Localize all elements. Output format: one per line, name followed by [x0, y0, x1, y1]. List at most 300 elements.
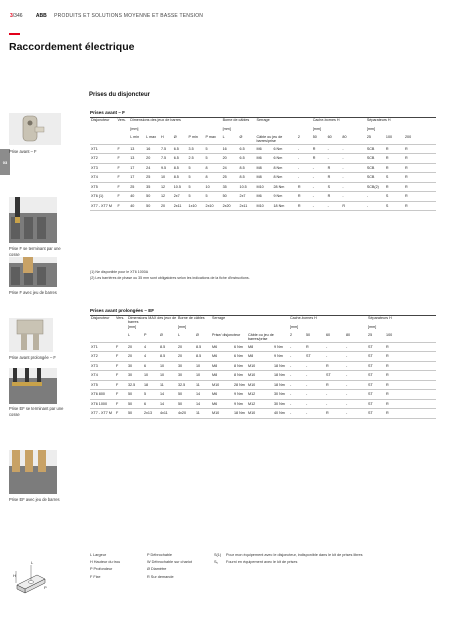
table-cell: R	[386, 382, 389, 387]
table-row	[90, 342, 436, 352]
table-cell: M8	[212, 373, 218, 378]
table-cell: ST	[368, 411, 373, 416]
table-cell: 40 Nm	[274, 411, 285, 416]
legend-diametre: Ø Diamètre	[147, 567, 167, 572]
legend-debrochable-chariot: W Débrochable sur chariot	[147, 560, 192, 565]
table-cell: 8.5	[173, 165, 179, 170]
table-cell: 2x20	[222, 203, 231, 208]
table-cell: 20	[128, 344, 133, 349]
table-cell: F	[117, 203, 120, 208]
table-cell: -	[290, 373, 292, 378]
photo-prise-f-cosse	[9, 197, 57, 243]
t1-h-cable-busbar: Câble ou jeu de barres/prise	[256, 135, 283, 144]
t2-h-50: 50	[306, 333, 311, 338]
page-separator: /	[12, 13, 15, 19]
table-cell: M10	[248, 411, 256, 416]
table-cell: ST	[368, 363, 373, 368]
table-cell: XT1	[91, 146, 98, 151]
table-row	[90, 163, 436, 173]
table-row	[90, 201, 436, 211]
photo-prise-f-barres	[9, 257, 57, 287]
table-row	[90, 371, 436, 381]
caption-prise-avant-prolongee: Prise avant prolongée – F	[9, 355, 56, 360]
table-cell: 5	[144, 392, 147, 397]
table-cell: R	[385, 165, 389, 170]
t1-h-terminal-covers: Cache-bornes H	[312, 118, 340, 122]
t1-h-dia2: Ø	[239, 135, 243, 139]
t2-h-terminal-covers: Cache-bornes H	[290, 316, 317, 320]
table1	[90, 118, 436, 211]
table-cell: -	[312, 165, 314, 170]
table1-header-1	[90, 118, 436, 127]
page-number: 3	[10, 13, 13, 19]
table-row	[90, 173, 436, 183]
table-cell: 9.5	[160, 165, 167, 170]
table-cell: 1x10	[188, 203, 197, 208]
t1-h-unit: [mm]	[130, 126, 139, 131]
table-cell: -	[306, 363, 308, 368]
table2-header-1	[90, 316, 436, 325]
legend-symbol-s1: S(1)	[214, 553, 222, 557]
t1-h-lmin: L min	[130, 135, 140, 139]
t1-h-100: 100	[385, 135, 393, 139]
table-cell: 50	[178, 401, 183, 406]
table-cell: XT4	[91, 175, 98, 180]
table-cell: 2x11	[173, 203, 182, 208]
table-cell: S	[385, 175, 389, 180]
t2-h-l2: L	[178, 333, 181, 338]
table-cell: -	[290, 382, 292, 387]
table-cell: 8.5	[239, 165, 245, 170]
table-cell: -	[312, 194, 314, 199]
table-cell: 4x11	[160, 411, 168, 416]
table-cell: -	[326, 401, 328, 406]
t2-h-unit: [mm]	[128, 324, 137, 329]
table-cell: F	[117, 184, 120, 189]
table-cell: R	[326, 411, 329, 416]
table-row	[90, 409, 436, 419]
table-cell: 8	[205, 175, 208, 180]
table-cell: 5	[188, 165, 191, 170]
table-cell: -	[297, 146, 300, 151]
table-cell: M6	[212, 401, 218, 406]
table-cell: R	[405, 194, 408, 199]
t1-h-2: 2	[297, 135, 300, 139]
legend-text-sy: Fourni en équipement avec le kit de prises	[226, 560, 298, 565]
t2-h-busbar-dims: Dimensions MAX des jeux de barres	[128, 316, 177, 325]
table-cell: 6.5	[239, 146, 245, 151]
table-cell: M10	[212, 411, 220, 416]
table-cell: 50	[146, 203, 151, 208]
table-cell: F	[116, 382, 119, 387]
table-cell: -	[290, 363, 292, 368]
note-1: (1) Ne disponible pour le XT6 1000A	[90, 270, 149, 274]
t1-h-60: 60	[327, 135, 332, 139]
table-cell: R	[386, 373, 389, 378]
table-cell: ST	[326, 373, 331, 378]
table-row	[90, 380, 436, 390]
table-cell: ST	[306, 354, 311, 359]
t2-h-prise-disj: Prise/ disjoncteur	[212, 333, 241, 338]
table-cell: F	[116, 373, 119, 378]
table-cell: -	[327, 156, 329, 161]
table-cell: 17	[130, 175, 135, 180]
table-cell: -	[342, 165, 344, 170]
t1-h-h: H	[160, 135, 164, 139]
page-header	[10, 13, 203, 19]
breaker-cable-image	[9, 197, 57, 243]
table-cell: R	[405, 184, 408, 189]
table-row	[90, 144, 436, 154]
table-cell: 16	[222, 146, 227, 151]
table-cell: 35	[222, 184, 227, 189]
t1-h-lmax: L max	[146, 135, 157, 139]
table-cell: 10	[205, 184, 210, 189]
table-cell: 10	[160, 175, 166, 180]
page-total: 346	[14, 13, 23, 19]
t1-h-tightening: Serrage	[256, 118, 270, 122]
table-cell: 9 Nm	[274, 344, 283, 349]
t1-h-unit: [mm]	[366, 126, 376, 131]
table-cell: ST	[368, 354, 373, 359]
table-cell: R	[327, 175, 331, 180]
table-cell: 50	[128, 401, 133, 406]
table-cell: 5	[205, 194, 208, 199]
table-cell: 10.5	[239, 184, 247, 189]
breaker-busbar-image	[9, 257, 57, 287]
t2-h-25: 25	[368, 333, 373, 338]
table-cell: M10	[212, 382, 220, 387]
table-cell: 40	[130, 194, 135, 199]
table-cell: M8	[256, 175, 262, 180]
table-cell: F	[116, 354, 119, 359]
table-cell: 50	[178, 392, 183, 397]
table-cell: 14	[196, 401, 201, 406]
table-cell: -	[366, 194, 369, 199]
table-cell: 2x7	[173, 194, 180, 199]
table-cell: XT6 (1)	[91, 194, 104, 199]
table-cell: R	[405, 165, 408, 170]
table-cell: R	[297, 194, 301, 199]
table-cell: M8	[256, 165, 262, 170]
table-cell: F	[117, 146, 120, 151]
table-cell: 20	[178, 354, 183, 359]
table-cell: -	[346, 373, 348, 378]
table-cell: 25	[146, 175, 151, 180]
table2	[90, 316, 436, 419]
table1-title: Prises avant – F	[90, 110, 125, 115]
table-cell: R	[326, 363, 329, 368]
diagram-label-h: H	[13, 573, 16, 578]
table-cell: 11	[196, 411, 200, 416]
table-cell: M6	[256, 194, 262, 199]
table-cell: -	[327, 146, 329, 151]
t1-h-pmin: P min	[188, 135, 198, 139]
table-cell: 18 Nm	[273, 203, 285, 208]
table-cell: 6.5	[239, 156, 245, 161]
table-cell: XT3	[91, 363, 98, 368]
terminal-image	[9, 113, 61, 145]
t1-h-50: 50	[312, 135, 317, 139]
table-cell: M8	[248, 354, 254, 359]
table-cell: 10	[160, 373, 165, 378]
caption-prise-ef-cosse: Prise EF se terminant par une cosse	[9, 406, 64, 417]
table-cell: F	[116, 344, 119, 349]
table-cell: 11	[160, 382, 164, 387]
table-cell: 4	[144, 354, 147, 359]
photo-prise-ef-barres	[9, 450, 57, 494]
t1-h-busbar-dims: Dimensions des jeux de barres	[130, 118, 181, 122]
t1-h-dia: Ø	[173, 135, 177, 139]
table-cell: -	[306, 401, 308, 406]
table-cell: 50	[146, 194, 151, 199]
table-cell: 10	[160, 363, 165, 368]
table-cell: -	[342, 146, 344, 151]
table-cell: M6	[256, 146, 262, 151]
table-cell: 10	[196, 363, 201, 368]
table-row	[90, 154, 436, 164]
table-cell: -	[312, 203, 314, 208]
table-cell: 16	[146, 146, 151, 151]
t2-h-separators: Séparateurs H	[368, 316, 392, 320]
table-cell: 18 Nm	[234, 411, 245, 416]
t1-h-breaker: Disjoncteur	[91, 118, 110, 122]
table-cell: R	[405, 146, 408, 151]
table-cell: 6.5	[173, 156, 179, 161]
table-cell: 8.5	[196, 354, 202, 359]
table-cell: 3.5	[188, 146, 194, 151]
table-cell: 18 Nm	[274, 373, 285, 378]
table-cell: R	[297, 184, 301, 189]
table-cell: R	[405, 156, 408, 161]
t2-h-cable-busbar: Câble ou jeu de barres/prise	[248, 333, 274, 342]
photo-prise-ef-cosse	[9, 368, 57, 404]
table-cell: 28 Nm	[273, 184, 285, 189]
table-cell: -	[306, 411, 308, 416]
t1-h-unit: [mm]	[312, 126, 321, 131]
table-cell: 18 Nm	[274, 363, 285, 368]
table-cell: R	[405, 203, 408, 208]
table-cell: F	[117, 194, 120, 199]
table-cell: 6 Nm	[273, 146, 283, 151]
t2-h-unit: [mm]	[178, 324, 187, 329]
t2-h-2: 2	[290, 333, 293, 338]
table-cell: 8.5	[196, 344, 202, 349]
legend-col-2	[147, 552, 192, 581]
table-cell: 8.5	[239, 175, 245, 180]
table-cell: 30	[128, 373, 133, 378]
legend-debrochable: P Débrochable	[147, 553, 173, 557]
t2-h-dia: Ø	[160, 333, 163, 338]
table-cell: M12	[248, 392, 256, 397]
table-row	[90, 352, 436, 362]
table-cell: -	[342, 194, 344, 199]
table-cell: -	[326, 392, 328, 397]
table-cell: 18	[144, 382, 149, 387]
table-cell: R	[385, 184, 389, 189]
table-cell: F	[116, 411, 119, 416]
table-cell: 7.5	[160, 156, 167, 161]
caption-prise-f-barres: Prise F avec jeu de barres	[9, 290, 57, 295]
table-cell: S	[385, 203, 389, 208]
t2-h-p: P	[144, 333, 147, 338]
t2-h-version: Vers.	[116, 316, 125, 320]
table-cell: -	[342, 156, 344, 161]
table-cell: 30	[178, 373, 183, 378]
table-cell: SCB	[366, 146, 375, 151]
t1-h-cable-terminal: Borne de câbles	[222, 118, 250, 122]
table-cell: XT6 800	[91, 392, 105, 397]
table-cell: 50	[128, 411, 133, 416]
caption-prise-ef-barres: Prise EF avec jeu de barres	[9, 497, 60, 502]
table-cell: XT6 1000	[91, 401, 107, 406]
table-cell: -	[342, 175, 344, 180]
table-cell: XT7 - XT7 M	[91, 203, 112, 208]
table-cell: 9 Nm	[234, 401, 243, 406]
table-cell: ST	[368, 382, 373, 387]
table-cell: -	[346, 363, 348, 368]
table-cell: M6	[256, 156, 262, 161]
table-cell: 50	[222, 194, 227, 199]
table-cell: R	[386, 344, 389, 349]
table-cell: -	[312, 175, 314, 180]
table-cell: 25	[222, 175, 227, 180]
table-cell: 4	[144, 344, 147, 349]
table-cell: 32.5	[178, 382, 186, 387]
breaker-ef-cable-image	[9, 368, 57, 404]
table-cell: -	[290, 344, 292, 349]
table-cell: XT5	[91, 382, 98, 387]
t2-h-l: L	[128, 333, 131, 338]
table-cell: R	[312, 156, 316, 161]
table-cell: 2x11	[239, 203, 248, 208]
table-cell: ST	[368, 373, 373, 378]
section-name: PRODUITS ET SOLUTIONS MOYENNE ET BASSE TENSION	[54, 13, 204, 19]
brand-name: ABB	[35, 13, 47, 19]
table-cell: R	[386, 363, 389, 368]
table1-notes	[90, 269, 250, 281]
legend-text-s1: Pour mon équipement avec le disjoncteur, indisponible dans le kit de prises libres	[226, 553, 363, 557]
table-cell: M10	[248, 382, 256, 387]
table-cell: 8 Nm	[234, 363, 243, 368]
t1-h-l: L	[222, 135, 225, 139]
t1-h-version: Vers.	[117, 118, 126, 122]
table-cell: 20	[178, 344, 183, 349]
table-cell: -	[326, 354, 328, 359]
table-cell: -	[290, 401, 292, 406]
table-cell: -	[346, 382, 348, 387]
t2-h-60: 60	[326, 333, 331, 338]
table-cell: F	[117, 175, 120, 180]
table-cell: 35	[146, 184, 151, 189]
t1-h-pmax: P max	[205, 135, 216, 139]
table-cell: S	[385, 194, 389, 199]
table-cell: -	[342, 184, 344, 189]
t1-h-25: 25	[366, 135, 371, 139]
table-cell: SCB	[366, 156, 375, 161]
table-row	[90, 390, 436, 400]
t2-h-unit: [mm]	[368, 324, 377, 329]
table-cell: -	[346, 392, 348, 397]
legend-col-1	[90, 552, 120, 581]
table-cell: 5	[205, 146, 208, 151]
t1-h-separators: Séparateurs H	[366, 118, 391, 122]
table-cell: ST	[368, 392, 373, 397]
table-cell: XT2	[91, 156, 98, 161]
table-cell: 8	[205, 165, 208, 170]
table-cell: 28 Nm	[234, 382, 245, 387]
page-title: Raccordement électrique	[9, 41, 135, 53]
table-cell: 24	[222, 165, 227, 170]
table-cell: M6	[212, 344, 218, 349]
diagram-label-l: L	[31, 560, 34, 565]
legend-col-4	[226, 552, 363, 566]
table-cell: -	[366, 203, 369, 208]
table-cell: 2x13	[144, 411, 152, 416]
table-cell: 7.5	[160, 146, 167, 151]
table-cell: 5	[188, 184, 191, 189]
table-cell: R	[312, 146, 316, 151]
table-cell: -	[346, 411, 348, 416]
table-cell: XT5	[91, 184, 98, 189]
legend-hauteur: H Hauteur du trou	[90, 560, 121, 565]
table-cell: R	[385, 146, 389, 151]
diagram-label-p: P	[44, 585, 47, 590]
table-cell: F	[116, 392, 119, 397]
table-cell: 20	[160, 203, 166, 208]
table-cell: 6 Nm	[273, 156, 283, 161]
table-cell: R	[386, 411, 389, 416]
table-cell: R	[342, 203, 346, 208]
table-cell: 24	[146, 165, 151, 170]
table-cell: 8 Nm	[234, 373, 243, 378]
table-cell: 4x20	[178, 411, 186, 416]
t2-h-80: 80	[346, 333, 351, 338]
table-cell: 8.5	[160, 344, 166, 349]
t1-h-unit: [mm]	[222, 126, 231, 131]
table-cell: 2.5	[188, 156, 194, 161]
t2-h-cable-terminal: Borne de câbles	[178, 316, 205, 320]
table2-header-3	[90, 333, 436, 342]
t2-h-unit: [mm]	[290, 324, 299, 329]
legend-sur-demande: R Sur demande	[147, 574, 174, 579]
table-cell: ST	[368, 401, 373, 406]
table-row	[90, 361, 436, 371]
t1-h-200: 200	[405, 135, 412, 139]
table-cell: 30 Nm	[274, 401, 285, 406]
table-cell: R	[386, 392, 389, 397]
table-cell: XT4	[91, 373, 98, 378]
table-cell: 9 Nm	[273, 194, 283, 199]
photo-prise-avant-prolongee	[9, 318, 53, 352]
table-row	[90, 192, 436, 202]
table2-body	[90, 342, 436, 418]
table-cell: M6	[212, 392, 218, 397]
table-cell: 10.5	[173, 184, 181, 189]
table-row	[90, 182, 436, 192]
table2-title: Prises avant prolongées – EF	[90, 308, 155, 313]
table-cell: -	[297, 175, 300, 180]
table-cell: 20	[128, 354, 133, 359]
table-cell: 6	[144, 401, 147, 406]
table-cell: 12	[160, 184, 166, 189]
table-cell: 9 Nm	[274, 354, 283, 359]
t1-h-80: 80	[342, 135, 347, 139]
table-cell: -	[290, 392, 292, 397]
table-cell: 14	[196, 392, 201, 397]
table-cell: 8.5	[173, 175, 179, 180]
table-cell: 30	[128, 363, 133, 368]
